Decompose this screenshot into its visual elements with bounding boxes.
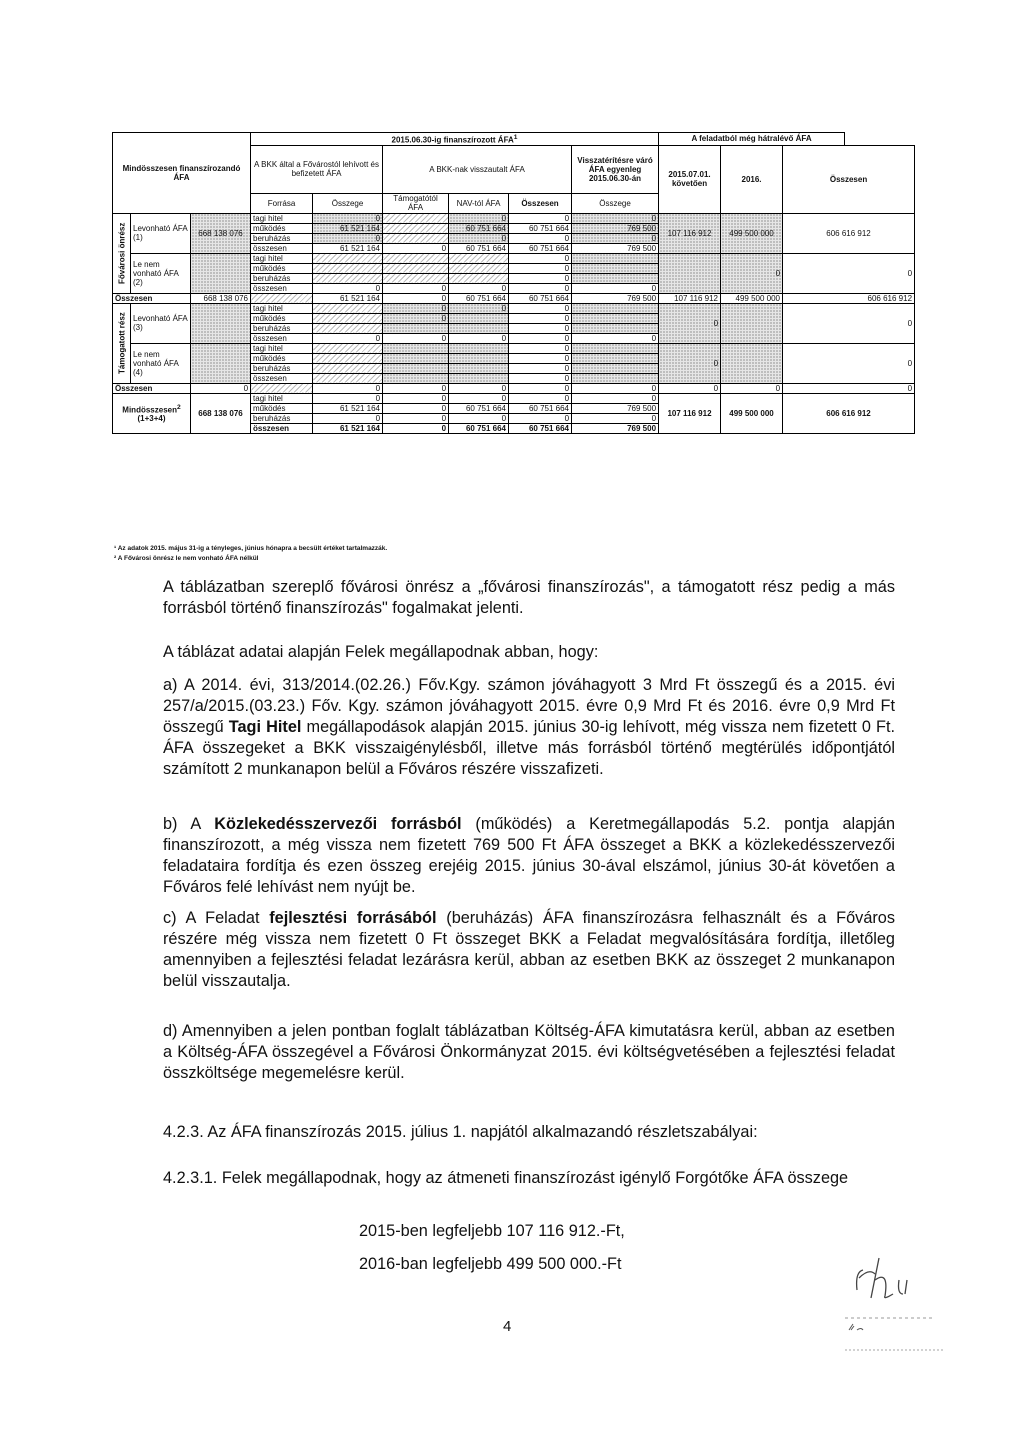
text: (beruházás) ÁFA finanszírozásra felhasznált és a Főváros részére még vissza nem fizetett 0 Ft összeget BKK a Feladat megvalósítására fordítja, illetőleg amennyiben a fejlesztési feladat lezárásra kerül, abban az esetben BKK az összeget 2 munkanapon belül visszautalja. xyxy=(163,909,895,990)
cell: összesen xyxy=(251,283,313,293)
cell: 0 xyxy=(509,343,572,353)
cell: 0 xyxy=(509,213,572,223)
cell xyxy=(383,233,449,243)
cell xyxy=(383,253,449,263)
header-source: Forrása xyxy=(251,193,313,213)
cell: 0 xyxy=(383,293,449,303)
cell xyxy=(191,343,251,383)
afa-financing-table xyxy=(112,132,915,434)
cell: tagi hitel xyxy=(251,343,313,353)
bold-text: fejlesztési forrásából xyxy=(269,909,437,927)
header-sum: Összesen xyxy=(509,193,572,213)
cell xyxy=(572,353,659,363)
cell xyxy=(572,343,659,353)
row-total-tamogatott: Összesen xyxy=(113,383,191,393)
cell: 61 521 164 xyxy=(313,223,383,233)
cell xyxy=(572,313,659,323)
limit-2015: 2015-ben legfeljebb 107 116 912.-Ft, xyxy=(359,1222,625,1240)
cell: 0 xyxy=(509,353,572,363)
cell xyxy=(572,373,659,383)
cell: 668 138 076 xyxy=(191,393,251,433)
cell xyxy=(449,363,509,373)
cell xyxy=(383,343,449,353)
header-bkk-returned: A BKK-nak visszautalt ÁFA xyxy=(383,145,572,193)
category-4: Le nem vonható ÁFA (4) xyxy=(131,343,191,383)
header-bkk-called: A BKK által a Fővárostól lehívott és befizetett ÁFA xyxy=(251,145,383,193)
cell: 60 751 664 xyxy=(509,223,572,233)
cell xyxy=(191,253,251,293)
category-3: Levonható ÁFA (3) xyxy=(131,303,191,343)
cell: 0 xyxy=(572,233,659,243)
cell xyxy=(572,303,659,313)
cell: összesen xyxy=(251,333,313,343)
cell: 769 500 xyxy=(572,403,659,413)
cell: 0 xyxy=(783,253,915,293)
cell: 0 xyxy=(383,403,449,413)
cell: működés xyxy=(251,313,313,323)
cell xyxy=(251,293,313,303)
cell xyxy=(313,353,383,363)
cell: 0 xyxy=(313,333,383,343)
cell: 0 xyxy=(721,383,783,393)
cell: 0 xyxy=(572,213,659,223)
text: a) A 2014. évi, 313/2014.(02.26.) Főv.Kgy. számon jóváhagyott 3 Mrd Ft összegű és a 2015. évi 257/a/2015.(03.23.) Főv. Kgy. számon jóváhagyott 2015. évre 0,9 Mrd Ft és 2016. évre 0,9 Mrd Ft összegű xyxy=(163,676,895,736)
header-after-july: 2015.07.01. követően xyxy=(659,145,721,213)
cell: beruházás xyxy=(251,273,313,283)
header-amount2: Összege xyxy=(572,193,659,213)
cell xyxy=(721,343,783,383)
cell: 499 500 000 xyxy=(721,213,783,253)
cell: 60 751 664 xyxy=(449,223,509,233)
cell xyxy=(313,323,383,333)
header-financed-group xyxy=(251,133,659,146)
text: 4.2.3.1. Felek megállapodnak, hogy az átmeneti finanszírozást igénylő Forgótőke ÁFA összege xyxy=(163,1169,849,1187)
cell: 0 xyxy=(509,373,572,383)
cell: 0 xyxy=(509,233,572,243)
text: megállapodások alapján 2015. június 30-ig lehívott, még vissza nem fizetett 0 Ft. ÁFA összegeket a BKK visszaigénylésből, illetve más forrásból történő megtérülés időpontjától számított 2 munkanapon belül a Főváros részére visszafizeti. xyxy=(163,718,896,778)
cell: 0 xyxy=(509,283,572,293)
cell: 0 xyxy=(509,363,572,373)
cell: 0 xyxy=(383,333,449,343)
cell: 60 751 664 xyxy=(509,293,572,303)
cell xyxy=(383,323,449,333)
cell: 0 xyxy=(509,253,572,263)
category-1: Levonható ÁFA (1) xyxy=(131,213,191,253)
footnote-2: ² A Fővárosi önrész le nem vonható ÁFA nélkül xyxy=(114,555,259,562)
cell: beruházás xyxy=(251,363,313,373)
text: 4.2.3. Az ÁFA finanszírozás 2015. július 1. napjától alkalmazandó részletszabályai: xyxy=(163,1123,758,1141)
cell: 0 xyxy=(383,383,449,393)
cell: 0 xyxy=(572,413,659,423)
cell: 0 xyxy=(509,393,572,403)
cell xyxy=(383,263,449,273)
text: A táblázatban szereplő fővárosi önrész a „fővárosi finanszírozás", a támogatott rész pedig a más forrásból történő finanszírozás" fogalmakat jelenti. xyxy=(163,578,895,617)
header-remaining-group: A feladatból még hátralévő ÁFA xyxy=(659,133,845,146)
cell xyxy=(449,253,509,263)
cell xyxy=(313,313,383,323)
cell: 0 xyxy=(783,383,915,393)
paragraph-b xyxy=(163,814,895,898)
cell: 0 xyxy=(383,283,449,293)
cell: 60 751 664 xyxy=(449,243,509,253)
cell xyxy=(313,373,383,383)
cell: működés xyxy=(251,403,313,413)
cell: 60 751 664 xyxy=(449,423,509,433)
cell xyxy=(191,303,251,343)
cell: 0 xyxy=(509,333,572,343)
cell: 0 xyxy=(659,303,721,343)
sub-beruhazas: beruházás xyxy=(251,233,313,243)
cell: 606 616 912 xyxy=(783,213,915,253)
cell: 0 xyxy=(313,213,383,223)
cell xyxy=(572,363,659,373)
cell: 61 521 164 xyxy=(313,423,383,433)
cell: 0 xyxy=(509,263,572,273)
text: d) Amennyiben a jelen pontban foglalt táblázatban Költség-ÁFA kimutatásra kerül, abban az esetben a Költség-ÁFA összegével a Fővárosi Önkormányzat 2015. évi költségvetésében a fejlesztési feladat összköltsége megemelésre kerül. xyxy=(163,1022,895,1082)
cell: 0 xyxy=(383,423,449,433)
cell: 769 500 xyxy=(572,293,659,303)
grand-total-label xyxy=(113,393,191,433)
cell: 606 616 912 xyxy=(783,293,915,303)
cell xyxy=(721,303,783,343)
section-4-2-3 xyxy=(163,1122,895,1143)
cell: 0 xyxy=(509,323,572,333)
paragraph-a xyxy=(163,675,895,780)
signature-mark xyxy=(845,1250,955,1360)
cell xyxy=(313,273,383,283)
cell: tagi hitel xyxy=(251,303,313,313)
bold-text: Tagi Hitel xyxy=(228,718,302,736)
cell: 60 751 664 xyxy=(509,423,572,433)
cell xyxy=(383,363,449,373)
cell: 0 xyxy=(449,333,509,343)
cell: 499 500 000 xyxy=(721,293,783,303)
cell: 606 616 912 xyxy=(783,393,915,433)
cell xyxy=(313,343,383,353)
grand-total-text: Mindösszesen xyxy=(122,405,177,415)
cell xyxy=(313,303,383,313)
grand-total-formula: (1+3+4) xyxy=(137,414,166,424)
cell: 60 751 664 xyxy=(449,403,509,413)
cell xyxy=(449,313,509,323)
cell xyxy=(383,373,449,383)
header-remaining-total: Összesen xyxy=(783,145,915,213)
cell: 769 500 xyxy=(572,423,659,433)
cell: összesen xyxy=(251,423,313,433)
cell: 0 xyxy=(659,343,721,383)
sub-mukodes: működés xyxy=(251,223,313,233)
cell: 0 xyxy=(572,283,659,293)
cell: 0 xyxy=(313,233,383,243)
cell: 0 xyxy=(509,303,572,313)
cell xyxy=(449,263,509,273)
text: A táblázat adatai alapján Felek megállapodnak abban, hogy: xyxy=(163,643,599,661)
sub-osszesen: összesen xyxy=(251,243,313,253)
cell xyxy=(572,323,659,333)
cell: beruházás xyxy=(251,323,313,333)
cell: 0 xyxy=(783,303,915,343)
cell xyxy=(449,343,509,353)
header-refund-wait: Visszatérítésre váró ÁFA egyenleg 2015.06.30-án xyxy=(572,145,659,193)
cell: 0 xyxy=(783,343,915,383)
cell xyxy=(383,273,449,283)
cell: 0 xyxy=(313,383,383,393)
cell: 60 751 664 xyxy=(509,403,572,413)
cell: 0 xyxy=(509,313,572,323)
bold-text: Közlekedésszervezői forrásból xyxy=(214,815,462,833)
cell xyxy=(313,263,383,273)
cell: 0 xyxy=(572,333,659,343)
header-from-sponsor: Támogatótól ÁFA xyxy=(383,193,449,213)
cell: 0 xyxy=(313,393,383,403)
header-from-nav: NAV-tól ÁFA xyxy=(449,193,509,213)
cell: 769 500 xyxy=(572,223,659,233)
cell: 668 138 076 xyxy=(191,293,251,303)
cell: 0 xyxy=(449,383,509,393)
row-total-fovarosi: Összesen xyxy=(113,293,191,303)
header-amount: Összege xyxy=(313,193,383,213)
cat1-total: 668 138 076 xyxy=(191,213,251,253)
cell xyxy=(313,363,383,373)
text: b) A xyxy=(163,815,215,833)
cell: 60 751 664 xyxy=(449,293,509,303)
section-tamogatott: Támogatott rész xyxy=(113,303,131,383)
paragraph-agreement xyxy=(163,642,895,663)
header-2016: 2016. xyxy=(721,145,783,213)
cell: működés xyxy=(251,263,313,273)
cell: 0 xyxy=(572,383,659,393)
cell xyxy=(449,273,509,283)
limit-2016: 2016-ban legfeljebb 499 500 000.-Ft xyxy=(359,1255,622,1273)
cell: beruházás xyxy=(251,413,313,423)
cell: 0 xyxy=(572,393,659,403)
cell: 0 xyxy=(509,383,572,393)
cell xyxy=(572,253,659,263)
header-overall: Mindösszesen finanszírozandó ÁFA xyxy=(113,133,251,214)
cell: 61 521 164 xyxy=(313,293,383,303)
cell: 0 xyxy=(721,253,783,293)
cell xyxy=(449,353,509,363)
cell xyxy=(572,263,659,273)
cell xyxy=(572,273,659,283)
cell: 0 xyxy=(191,383,251,393)
cell: 0 xyxy=(383,303,449,313)
cell: 61 521 164 xyxy=(313,403,383,413)
cell xyxy=(659,253,721,293)
cell: 0 xyxy=(449,303,509,313)
footnote-ref-2: 2 xyxy=(176,403,181,411)
cell: 0 xyxy=(383,313,449,323)
cell xyxy=(383,223,449,233)
cell: 0 xyxy=(509,273,572,283)
cell: 0 xyxy=(449,393,509,403)
page-number: 4 xyxy=(503,1318,512,1335)
cell: 0 xyxy=(313,283,383,293)
cell: 0 xyxy=(383,413,449,423)
cell: 0 xyxy=(509,413,572,423)
sub-tagi-hitel: tagi hitel xyxy=(251,213,313,223)
cell xyxy=(449,323,509,333)
cell xyxy=(313,253,383,263)
cell: 61 521 164 xyxy=(313,243,383,253)
cell: 0 xyxy=(659,383,721,393)
section-fovarosi: Fővárosi önrész xyxy=(113,213,131,293)
cell: 60 751 664 xyxy=(509,243,572,253)
section-4-2-3-1 xyxy=(163,1168,895,1189)
cell xyxy=(251,383,313,393)
text: (működés) a Keretmegállapodás 5.2. pontja alapján finanszírozott, a még vissza nem fizetett 769 500 Ft ÁFA összeget a BKK a közlekedésszervezői feladataira fordítja és ezen összeg erejéig 2015. június 30-ával elszámol, június 30-át követően a Főváros felé lehívást nem nyújt be. xyxy=(163,815,895,896)
cell: 0 xyxy=(449,213,509,223)
cell: 107 116 912 xyxy=(659,293,721,303)
cell: 0 xyxy=(313,413,383,423)
cell: 0 xyxy=(383,393,449,403)
cell: összesen xyxy=(251,373,313,383)
paragraph-d xyxy=(163,1021,895,1084)
cell: 107 116 912 xyxy=(659,393,721,433)
cell xyxy=(383,213,449,223)
cell: 499 500 000 xyxy=(721,393,783,433)
cell xyxy=(449,373,509,383)
cell: 769 500 xyxy=(572,243,659,253)
cell: tagi hitel xyxy=(251,253,313,263)
cell: 0 xyxy=(449,233,509,243)
text: c) A Feladat xyxy=(163,909,270,927)
paragraph-definitions xyxy=(163,577,895,619)
cell: 0 xyxy=(449,283,509,293)
category-2: Le nem vonható ÁFA (2) xyxy=(131,253,191,293)
cell: 107 116 912 xyxy=(659,213,721,253)
cell: 0 xyxy=(383,243,449,253)
cell xyxy=(383,353,449,363)
footnote-1: ¹ Az adatok 2015. május 31-ig a tényleges, június hónapra a becsült értéket tartalmazzák. xyxy=(114,545,388,552)
footnote-ref-1: 1 xyxy=(513,134,518,141)
header-financed-text: 2015.06.30-ig finanszírozott ÁFA xyxy=(391,135,514,145)
cell: működés xyxy=(251,353,313,363)
cell: tagi hitel xyxy=(251,393,313,403)
paragraph-c xyxy=(163,908,895,992)
cell: 0 xyxy=(449,413,509,423)
